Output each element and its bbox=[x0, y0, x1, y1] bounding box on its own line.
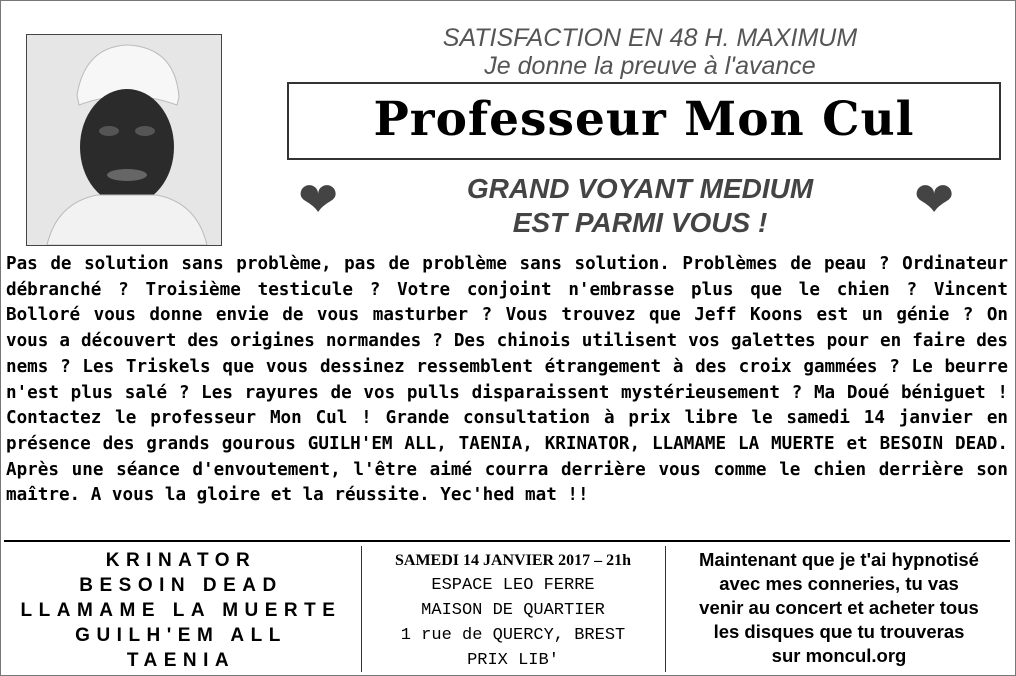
promo-line: les disques que tu trouveras bbox=[713, 621, 965, 642]
promo-line: sur moncul.org bbox=[771, 645, 907, 666]
band-name: LLAMAME LA MUERTE bbox=[20, 600, 342, 621]
event-info bbox=[364, 548, 662, 673]
promo-line: avec mes conneries, tu vas bbox=[719, 573, 959, 594]
event-place: MAISON DE QUARTIER bbox=[421, 601, 605, 620]
promo-line: venir au concert et acheter tous bbox=[699, 597, 979, 618]
band-name: TAENIA bbox=[126, 650, 236, 671]
column-divider bbox=[361, 546, 362, 672]
slogan-line-1: SATISFACTION EN 48 H. MAXIMUM bbox=[442, 24, 858, 52]
divider bbox=[4, 540, 1010, 542]
subtitle bbox=[380, 172, 900, 240]
heart-icon: ❤ bbox=[298, 172, 339, 228]
event-date: SAMEDI 14 JANVIER 2017 – 21h bbox=[394, 552, 632, 569]
column-divider bbox=[665, 546, 666, 672]
slogan-line-2: Je donne la preuve à l'avance bbox=[484, 52, 816, 80]
title-box bbox=[287, 82, 1001, 160]
body-paragraph: Pas de solution sans problème, pas de problème sans solution. Problèmes de peau ? Ordinateur débranché ? Troisième testicule ? Votre conjoint n'embrasse plus que le chien ? Vincent Bolloré vous donne envie de vous masturber ? Vous trouvez que Jeff Koons est un génie ? On vous a découvert des origines normandes ? Des chinois utilisent vos galettes pour en faire des nems ? Les Triskels que vous dessinez ressemblent étrangement à des croix gammées ? Le beurre n'est plus salé ? Les rayures de vos pulls disparaissent mystérieusement ? Ma Doué béniguet ! Contactez le professeur Mon Cul ! Grande consultation à prix libre le samedi 14 janvier en présence des grands gourous GUILH'EM ALL, TAENIA, KRINATOR, LLAMAME LA MUERTE et BESOIN DEAD. Après une séance d'envoutement, l'être aimé courra derrière vous comme le chien derrière son maître. A vous la gloire et la réussite. Yec'hed mat !! bbox=[6, 254, 1008, 506]
band-name: GUILH'EM ALL bbox=[75, 625, 287, 646]
heart-icon: ❤ bbox=[914, 172, 955, 228]
subtitle-line-1: GRAND VOYANT MEDIUM bbox=[466, 173, 814, 204]
portrait-photo bbox=[26, 34, 222, 246]
portrait-illustration bbox=[27, 35, 221, 245]
page-title: Professeur Mon Cul bbox=[373, 92, 915, 147]
band-name: KRINATOR bbox=[105, 550, 257, 571]
event-price: PRIX LIB' bbox=[467, 651, 559, 670]
promo-line: Maintenant que je t'ai hypnotisé bbox=[699, 549, 979, 570]
event-venue: ESPACE LEO FERRE bbox=[431, 576, 595, 595]
event-address: 1 rue de QUERCY, BREST bbox=[400, 626, 626, 645]
band-name: BESOIN DEAD bbox=[79, 575, 283, 596]
subtitle-line-2: EST PARMI VOUS ! bbox=[512, 207, 768, 238]
band-list bbox=[6, 548, 356, 673]
promo-text bbox=[668, 548, 1010, 668]
